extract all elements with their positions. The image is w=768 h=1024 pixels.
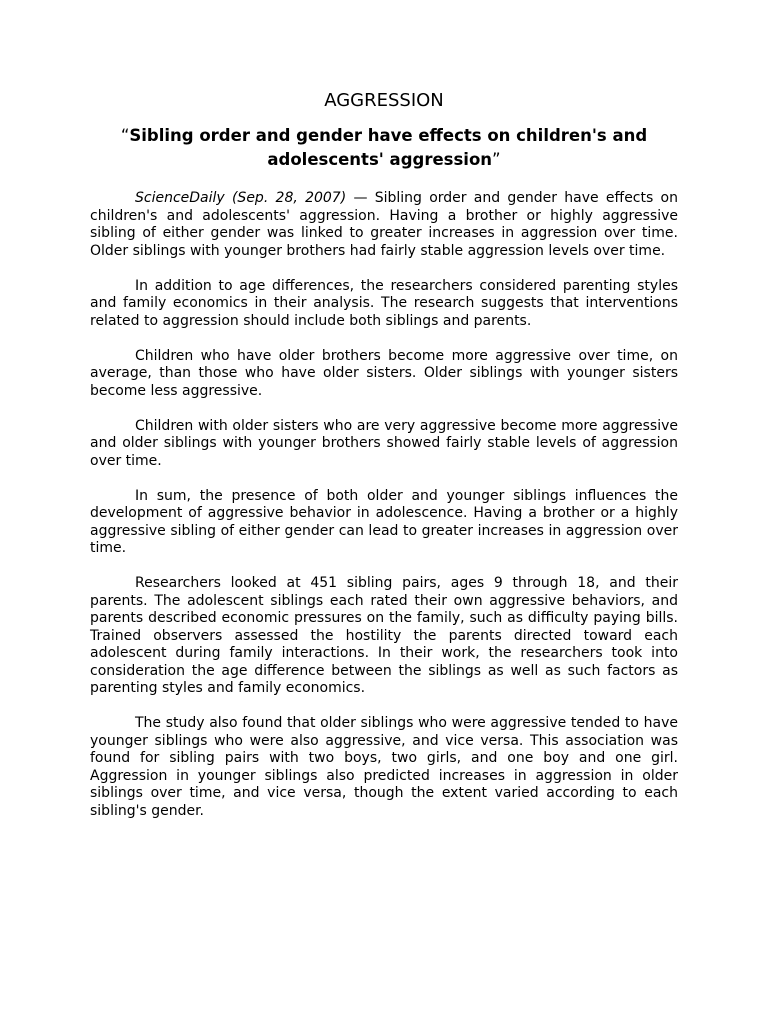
body-paragraph: Children with older sisters who are very aggressive become more aggressive and older siblings with younger brothers showed fairly stable levels of aggression over time. — [90, 417, 678, 469]
body-paragraph: The study also found that older siblings who were aggressive tended to have younger siblings who were also aggressive, and vice versa. This association was found for sibling pairs with two boys, two girls, and one boy and one girl. Aggression in younger siblings also predicted increases in aggression in older siblings over time, and vice versa, though the extent varied according to each sibling's gender. — [90, 715, 678, 819]
document-page — [90, 88, 678, 820]
article-headline — [90, 124, 678, 172]
body-paragraph: In addition to age differences, the researchers considered parenting styles and family economics in their analysis. The research suggests that interventions related to aggression should include both siblings and parents. — [90, 277, 678, 329]
lead-paragraph — [90, 190, 678, 260]
source-citation: ScienceDaily (Sep. 28, 2007) — [135, 190, 347, 206]
body-paragraph: Children who have older brothers become more aggressive over time, on average, than those who have older sisters. Older siblings with younger sisters become less aggressive. — [90, 347, 678, 399]
close-quote: ” — [492, 150, 501, 169]
lead-text: — Sibling order and gender have effects on children's and adolescents' aggression. Having a brother or highly aggressive sibling of either gender was linked to greater increases in aggression over time. Older siblings with younger brothers had fairly stable aggression levels over time. — [90, 190, 678, 259]
headline-text: Sibling order and gender have effects on children's and adolescents' aggression — [129, 126, 648, 169]
body-paragraph: Researchers looked at 451 sibling pairs, ages 9 through 18, and their parents. The adolescent siblings each rated their own aggressive behaviors, and parents described economic pressures on the family, such as difficulty paying bills. Trained observers assessed the hostility the parents directed toward each adolescent during family interactions. In their work, the researchers took into consideration the age difference between the siblings as well as such factors as parenting styles and family economics. — [90, 575, 678, 696]
page-title: AGGRESSION — [324, 90, 444, 111]
open-quote: “ — [120, 126, 130, 145]
body-paragraph: In sum, the presence of both older and younger siblings influences the development of aggressive behavior in adolescence. Having a brother or a highly aggressive sibling of either gender can lead to greater increases in aggression over time. — [90, 487, 678, 556]
